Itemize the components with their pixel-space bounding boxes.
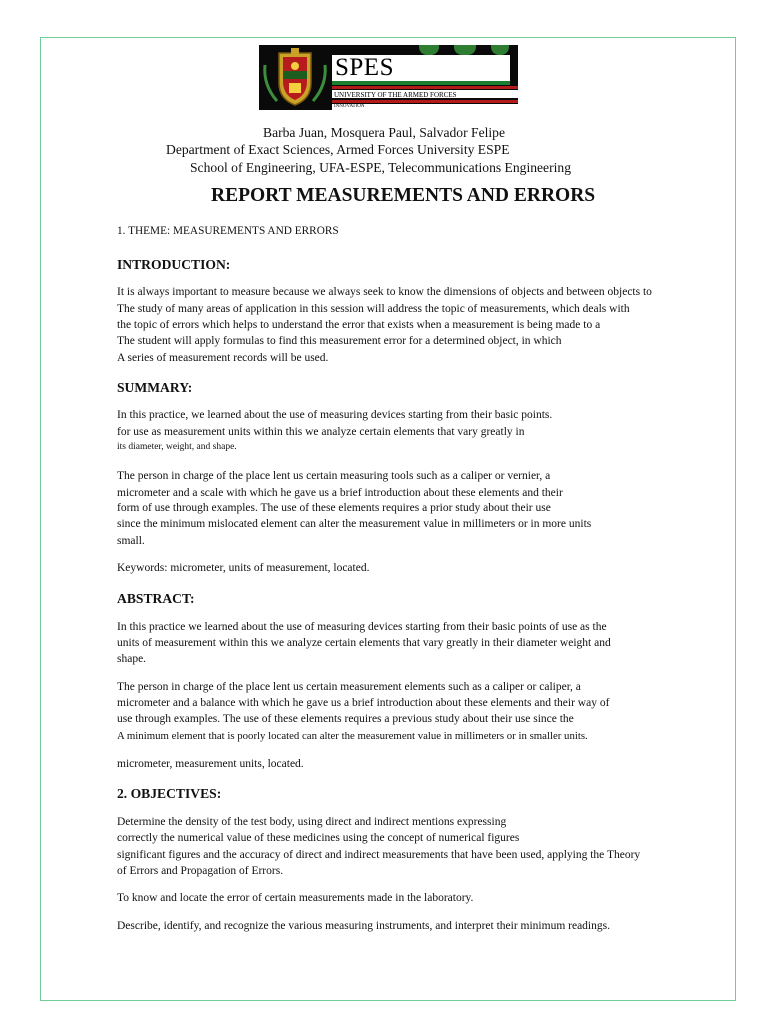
summary-line: small. [117,535,145,547]
abstract-line: In this practice we learned about the use of measuring devices starting from their basic points of use as the [117,621,607,633]
summary-keywords: Keywords: micrometer, units of measurement, located. [117,562,370,574]
banner-red-strip [332,86,518,89]
school-line: School of Engineering, UFA-ESPE, Telecommunications Engineering [190,160,571,175]
abstract-line: micrometer and a balance with which he gave us a brief introduction about these elements and their way of [117,697,610,709]
theme-line: 1. THEME: MEASUREMENTS AND ERRORS [117,225,339,237]
introduction-line: The student will apply formulas to find this measurement error for a determined object, in which [117,335,562,347]
logo-tagline-text: INNOVATION [334,104,365,109]
objectives-line: To know and locate the error of certain measurements made in the laboratory. [117,892,474,904]
introduction-line: It is always important to measure because we always seek to know the dimensions of objects and between objects to [117,286,652,298]
document-title: REPORT MEASUREMENTS AND ERRORS [211,185,596,206]
banner-green-strip [332,81,510,85]
summary-line: The person in charge of the place lent us certain measuring tools such as a caliper or vernier, a [117,470,551,482]
authors-line: Barba Juan, Mosquera Paul, Salvador Felipe [263,125,505,140]
abstract-keywords: micrometer, measurement units, located. [117,758,304,770]
abstract-line: units of measurement within this we analyze certain elements that vary greatly in their diameter weight and [117,637,611,649]
abstract-line: shape. [117,653,147,665]
summary-line: its diameter, weight, and shape. [117,442,237,452]
department-line: Department of Exact Sciences, Armed Forces University ESPE [166,142,510,157]
university-logo-banner [259,45,518,110]
objectives-line: Describe, identify, and recognize the various measuring instruments, and interpret their minimum readings. [117,920,610,932]
banner-red-strip [332,100,518,103]
abstract-heading: ABSTRACT: [117,591,195,606]
abstract-line: use through examples. The use of these elements requires a previous study about their use since the [117,713,574,725]
introduction-heading: INTRODUCTION: [117,257,231,272]
abstract-line: A minimum element that is poorly located can alter the measurement value in millimeters or in smaller units. [117,730,588,742]
summary-line: form of use through examples. The use of these elements requires a prior study about their use [117,502,551,514]
abstract-line: The person in charge of the place lent us certain measurement elements such as a caliper or caliper, a [117,681,581,693]
banner-ornament [419,45,439,55]
objectives-line: correctly the numerical value of these medicines using the concept of numerical figures [117,832,520,844]
summary-line: micrometer and a scale with which he gave us a brief introduction about these elements and their [117,487,563,499]
banner-ornament [454,45,476,55]
logo-brand-text: SPES [335,54,394,81]
logo-university-text: UNIVERSITY OF THE ARMED FORCES [334,91,457,99]
introduction-line: The study of many areas of application in this session will address the topic of measurements, which deals with [117,303,630,315]
banner-ornament [491,45,509,55]
university-crest-icon [259,45,331,110]
summary-line: since the minimum mislocated element can alter the measurement value in millimeters or in more units [117,518,592,530]
summary-line: In this practice, we learned about the use of measuring devices starting from their basic points. [117,409,553,421]
objectives-heading: 2. OBJECTIVES: [117,786,222,801]
objectives-line: Determine the density of the test body, using direct and indirect mentions expressing [117,816,507,828]
introduction-line: A series of measurement records will be used. [117,352,329,364]
summary-line: for use as measurement units within this we analyze certain elements that vary greatly in [117,426,525,438]
introduction-line: the topic of errors which helps to understand the error that exists when a measurement is being made to a [117,319,601,331]
objectives-line: significant figures and the accuracy of direct and indirect measurements that have been used, applying the Theory [117,849,641,861]
objectives-line: of Errors and Propagation of Errors. [117,865,284,877]
summary-heading: SUMMARY: [117,380,193,395]
